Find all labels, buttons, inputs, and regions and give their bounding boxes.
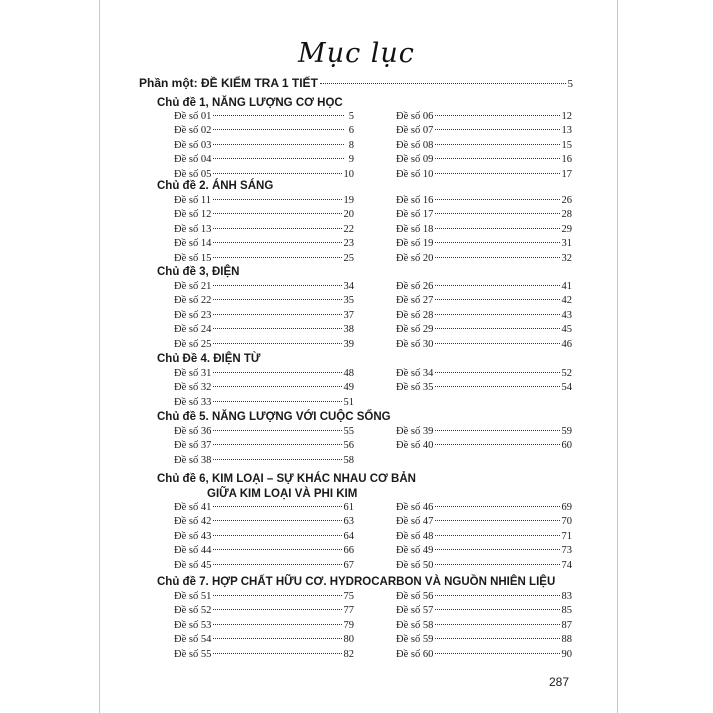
toc-entry[interactable] [174, 426, 354, 438]
dot-leader [435, 549, 559, 550]
toc-entry[interactable] [174, 111, 354, 123]
dot-leader [435, 430, 559, 431]
toc-entry-page: 35 [343, 295, 354, 307]
toc-entry[interactable] [174, 154, 354, 166]
dot-leader [213, 372, 341, 373]
toc-entry-label: Đề số 45 [174, 559, 212, 571]
toc-entry[interactable] [174, 382, 354, 394]
toc-entry-page: 66 [343, 545, 354, 557]
dot-leader [213, 549, 341, 550]
toc-entry[interactable] [396, 560, 572, 572]
dot-leader [213, 199, 342, 200]
dot-leader [213, 624, 341, 625]
dot-leader [435, 199, 559, 200]
toc-entry-label: Đề số 12 [174, 209, 212, 221]
toc-entry-label: Đề số 56 [396, 591, 434, 602]
dot-leader [213, 459, 341, 460]
toc-entry-page: 56 [343, 440, 354, 452]
toc-entry[interactable] [396, 125, 572, 137]
toc-entry[interactable] [396, 634, 572, 646]
toc-entry-page: 82 [343, 648, 354, 660]
toc-entry[interactable] [396, 426, 572, 438]
toc-entry-label: Đề số 30 [396, 338, 434, 350]
dot-leader [435, 386, 559, 387]
section-heading[interactable]: Chủ đề 3, ĐIỆN [157, 266, 240, 278]
toc-entry[interactable] [174, 140, 354, 152]
toc-entry-page: 49 [343, 382, 354, 394]
toc-entry[interactable] [396, 209, 572, 221]
dot-leader [213, 173, 341, 174]
toc-entry[interactable] [174, 324, 354, 336]
toc-entry-label: Đề số 40 [396, 440, 434, 452]
toc-entry[interactable] [174, 634, 354, 646]
toc-entry-label: Đề số 17 [396, 209, 434, 221]
toc-entry-page: 10 [343, 168, 354, 180]
dot-leader [213, 299, 341, 300]
part-one-label: Phần một: ĐỀ KIỂM TRA 1 TIẾT [139, 76, 318, 90]
toc-entry-page: 73 [561, 545, 572, 557]
dot-leader [435, 372, 559, 373]
toc-entry[interactable] [396, 531, 572, 543]
dot-leader [213, 520, 341, 521]
toc-entry[interactable] [174, 125, 354, 137]
toc-entry-label: Đề số 05 [174, 168, 212, 180]
dot-leader [435, 653, 559, 654]
dot-leader [213, 314, 341, 315]
dot-leader [213, 506, 341, 507]
toc-entry-label: Đề số 33 [174, 396, 212, 408]
toc-entry-page: 79 [343, 619, 354, 631]
dot-leader [213, 213, 341, 214]
dot-leader [435, 506, 559, 507]
dot-leader [320, 83, 566, 84]
dot-leader [213, 609, 341, 610]
toc-entry-label: Đề số 14 [174, 238, 212, 250]
dot-leader [435, 242, 559, 243]
toc-entry-page: 60 [561, 440, 572, 452]
dot-leader [435, 285, 559, 286]
dot-leader [213, 242, 341, 243]
dot-leader [435, 624, 559, 625]
toc-entry[interactable] [174, 502, 354, 514]
toc-entry-page: 51 [343, 396, 354, 408]
dot-leader [435, 444, 559, 445]
toc-entry-label: Đề số 24 [174, 324, 212, 336]
toc-entry-page: 74 [561, 559, 572, 571]
toc-entry[interactable] [174, 169, 354, 181]
toc-entry[interactable] [396, 140, 572, 152]
toc-entry[interactable] [174, 339, 354, 351]
toc-entry[interactable] [396, 368, 572, 380]
dot-leader [435, 564, 559, 565]
toc-entry-label: Đề số 08 [396, 139, 434, 151]
toc-entry-page: 59 [561, 426, 572, 437]
toc-entry[interactable] [396, 605, 572, 617]
toc-entry[interactable] [396, 545, 572, 557]
dot-leader [213, 535, 341, 536]
toc-entry-page: 5 [348, 111, 354, 122]
dot-leader [213, 401, 341, 402]
dot-leader [435, 520, 559, 521]
dot-leader [435, 609, 559, 610]
toc-entry-page: 38 [343, 324, 354, 336]
dot-leader [435, 213, 559, 214]
section-heading[interactable]: Chủ đề 7. HỢP CHẤT HỮU CƠ. HYDROCARBON VÀ NGUỒN NHIÊN LIỆU [157, 576, 556, 588]
toc-entry[interactable] [174, 455, 354, 467]
toc-entry-label: Đề số 07 [396, 125, 434, 137]
toc-entry-label: Đề số 26 [396, 281, 434, 292]
toc-entry-label: Đề số 10 [396, 168, 434, 180]
dot-leader [435, 535, 559, 536]
toc-entry-label: Đề số 18 [396, 223, 434, 235]
toc-entry[interactable] [174, 545, 354, 557]
toc-entry-page: 75 [343, 591, 354, 602]
dot-leader [435, 328, 559, 329]
toc-entry-label: Đề số 43 [174, 530, 212, 542]
dot-leader [213, 343, 341, 344]
toc-entry-label: Đề số 37 [174, 440, 212, 452]
toc-entry[interactable] [396, 238, 572, 250]
toc-entry[interactable] [396, 649, 572, 661]
toc-entry[interactable] [174, 531, 354, 543]
toc-entry-page: 16 [561, 154, 572, 166]
toc-entry[interactable] [174, 209, 354, 221]
toc-entry-label: Đề số 34 [396, 368, 434, 379]
toc-entry-page: 58 [343, 454, 354, 466]
toc-entry-page: 12 [561, 111, 572, 122]
toc-entry-page: 55 [343, 426, 354, 437]
toc-entry-label: Đề số 57 [396, 605, 434, 617]
toc-entry-page: 83 [561, 591, 572, 602]
section-heading-continued[interactable]: GIỮA KIM LOẠI VÀ PHI KIM [207, 488, 358, 500]
toc-entry-page: 90 [561, 648, 572, 660]
dot-leader [213, 158, 344, 159]
toc-entry-label: Đề số 55 [174, 648, 212, 660]
dot-leader [213, 386, 341, 387]
toc-entry-label: Đề số 46 [396, 502, 434, 513]
toc-entry[interactable] [396, 620, 572, 632]
section-heading[interactable]: Chủ đề 6, KIM LOẠI – SỰ KHÁC NHAU CƠ BẢN [157, 473, 416, 485]
toc-entry-label: Đề số 22 [174, 295, 212, 307]
toc-entry-page: 32 [561, 252, 572, 264]
toc-entry-page: 39 [343, 338, 354, 350]
toc-entry-page: 71 [561, 530, 572, 542]
toc-entry-page: 45 [561, 324, 572, 336]
toc-entry-label: Đề số 36 [174, 426, 212, 437]
toc-entry-page: 8 [348, 139, 354, 151]
toc-entry-page: 31 [561, 238, 572, 250]
toc-entry[interactable] [174, 238, 354, 250]
dot-leader [435, 115, 559, 116]
dot-leader [213, 444, 341, 445]
toc-entry[interactable] [396, 111, 572, 123]
toc-entry-label: Đề số 03 [174, 139, 212, 151]
toc-entry-page: 34 [343, 281, 354, 292]
toc-entry-label: Đề số 39 [396, 426, 434, 437]
toc-entry-page: 26 [561, 195, 572, 206]
toc-entry[interactable] [174, 516, 354, 528]
toc-entry-label: Đề số 02 [174, 125, 212, 137]
toc-entry[interactable] [396, 324, 572, 336]
toc-entry-page: 63 [343, 516, 354, 528]
toc-entry[interactable] [396, 310, 572, 322]
toc-entry[interactable] [174, 397, 354, 409]
toc-entry-page: 13 [561, 125, 572, 137]
dot-leader [435, 228, 559, 229]
toc-entry[interactable] [174, 620, 354, 632]
toc-entry-label: Đề số 52 [174, 605, 212, 617]
dot-leader [213, 638, 341, 639]
section-heading[interactable]: Chủ Đề 4. ĐIỆN TỪ [157, 353, 261, 365]
toc-entry-label: Đề số 01 [174, 111, 212, 122]
toc-entry-page: 70 [561, 516, 572, 528]
toc-entry-label: Đề số 23 [174, 309, 212, 321]
toc-entry-label: Đề số 35 [396, 382, 434, 394]
toc-entry-label: Đề số 50 [396, 559, 434, 571]
toc-entry[interactable] [396, 195, 572, 207]
toc-entry-label: Đề số 41 [174, 502, 212, 513]
toc-entry[interactable] [174, 281, 354, 293]
toc-entry-label: Đề số 15 [174, 252, 212, 264]
toc-entry[interactable] [174, 605, 354, 617]
dot-leader [435, 595, 559, 596]
toc-entry-label: Đề số 47 [396, 516, 434, 528]
part-one-entry[interactable] [139, 76, 573, 90]
toc-entry[interactable] [174, 224, 354, 236]
dot-leader [435, 173, 559, 174]
toc-entry-label: Đề số 53 [174, 619, 212, 631]
toc-entry-page: 23 [343, 238, 354, 250]
toc-entry-label: Đề số 38 [174, 454, 212, 466]
dot-leader [435, 343, 559, 344]
toc-entry-page: 87 [561, 619, 572, 631]
dot-leader [213, 595, 341, 596]
toc-entry[interactable] [396, 295, 572, 307]
dot-leader [435, 299, 559, 300]
toc-entry[interactable] [174, 649, 354, 661]
toc-entry-page: 77 [343, 605, 354, 617]
toc-entry-label: Đề số 29 [396, 324, 434, 336]
toc-entry-label: Đề số 28 [396, 309, 434, 321]
toc-entry-label: Đề số 44 [174, 545, 212, 557]
page-number: 287 [549, 675, 570, 689]
toc-entry-label: Đề số 58 [396, 619, 434, 631]
dot-leader [213, 328, 341, 329]
toc-entry-page: 17 [561, 168, 572, 180]
toc-entry[interactable] [174, 440, 354, 452]
toc-entry-page: 54 [561, 382, 572, 394]
toc-entry-page: 43 [561, 309, 572, 321]
toc-entry-label: Đề số 04 [174, 154, 212, 166]
toc-entry-page: 61 [343, 502, 354, 513]
dot-leader [213, 257, 341, 258]
dot-leader [213, 430, 341, 431]
toc-entry[interactable] [396, 591, 572, 603]
toc-entry-label: Đề số 32 [174, 382, 212, 394]
toc-entry[interactable] [174, 195, 354, 207]
toc-entry-label: Đề số 27 [396, 295, 434, 307]
toc-entry-page: 64 [343, 530, 354, 542]
dot-leader [435, 257, 559, 258]
toc-entry-page: 20 [343, 209, 354, 221]
toc-entry-page: 28 [561, 209, 572, 221]
toc-entry-page: 52 [561, 368, 572, 379]
toc-entry-label: Đề số 54 [174, 634, 212, 646]
toc-entry-page: 69 [561, 502, 572, 513]
toc-entry[interactable] [396, 281, 572, 293]
toc-entry-page: 48 [343, 368, 354, 379]
toc-entry-label: Đề số 19 [396, 238, 434, 250]
toc-entry-page: 9 [348, 154, 354, 166]
dot-leader [213, 129, 344, 130]
toc-entry[interactable] [174, 253, 354, 265]
toc-entry-page: 80 [343, 634, 354, 646]
toc-entry-page: 37 [343, 309, 354, 321]
section-heading[interactable]: Chủ đề 1, NĂNG LƯỢNG CƠ HỌC [157, 97, 343, 109]
dot-leader [213, 228, 341, 229]
toc-entry-label: Đề số 48 [396, 530, 434, 542]
dot-leader [213, 653, 341, 654]
toc-entry-label: Đề số 13 [174, 223, 212, 235]
toc-entry-label: Đề số 49 [396, 545, 434, 557]
toc-entry-page: 88 [561, 634, 572, 646]
toc-entry-page: 46 [561, 338, 572, 350]
dot-leader [435, 144, 559, 145]
section-heading[interactable]: Chủ đề 2. ÁNH SÁNG [157, 180, 274, 192]
dot-leader [213, 144, 344, 145]
toc-entry-page: 67 [343, 559, 354, 571]
toc-entry-page: 15 [561, 139, 572, 151]
toc-entry-label: Đề số 60 [396, 648, 434, 660]
toc-entry-label: Đề số 11 [174, 195, 211, 206]
toc-entry-page: 85 [561, 605, 572, 617]
toc-entry-page: 41 [561, 281, 572, 292]
toc-entry-page: 6 [348, 125, 354, 137]
toc-entry-label: Đề số 21 [174, 281, 212, 292]
toc-entry[interactable] [174, 368, 354, 380]
dot-leader [213, 564, 341, 565]
toc-entry-label: Đề số 31 [174, 368, 212, 379]
toc-entry-label: Đề số 25 [174, 338, 212, 350]
part-one-page: 5 [567, 78, 573, 90]
toc-entry[interactable] [396, 154, 572, 166]
toc-entry-label: Đề số 59 [396, 634, 434, 646]
dot-leader [213, 115, 344, 116]
toc-entry[interactable] [396, 339, 572, 351]
dot-leader [213, 285, 341, 286]
page-title: Mục lục [298, 38, 415, 69]
toc-entry-label: Đề số 16 [396, 195, 434, 206]
toc-entry[interactable] [396, 224, 572, 236]
toc-entry-label: Đề số 20 [396, 252, 434, 264]
toc-entry-page: 29 [561, 223, 572, 235]
toc-entry[interactable] [396, 169, 572, 181]
toc-entry[interactable] [396, 440, 572, 452]
toc-entry-page: 19 [343, 195, 354, 206]
toc-entry[interactable] [174, 295, 354, 307]
dot-leader [435, 129, 559, 130]
toc-entry-page: 25 [343, 252, 354, 264]
toc-entry-label: Đề số 42 [174, 516, 212, 528]
toc-entry[interactable] [396, 516, 572, 528]
toc-entry-page: 42 [561, 295, 572, 307]
toc-entry[interactable] [174, 591, 354, 603]
dot-leader [435, 314, 559, 315]
dot-leader [435, 158, 559, 159]
dot-leader [435, 638, 559, 639]
toc-entry[interactable] [174, 560, 354, 572]
section-heading[interactable]: Chủ đề 5. NĂNG LƯỢNG VỚI CUỘC SỐNG [157, 411, 391, 423]
toc-entry-page: 22 [343, 223, 354, 235]
toc-entry-label: Đề số 06 [396, 111, 434, 122]
toc-entry-label: Đề số 51 [174, 591, 212, 602]
toc-entry-label: Đề số 09 [396, 154, 434, 166]
toc-entry[interactable] [396, 382, 572, 394]
toc-entry[interactable] [396, 502, 572, 514]
toc-entry[interactable] [174, 310, 354, 322]
toc-entry[interactable] [396, 253, 572, 265]
